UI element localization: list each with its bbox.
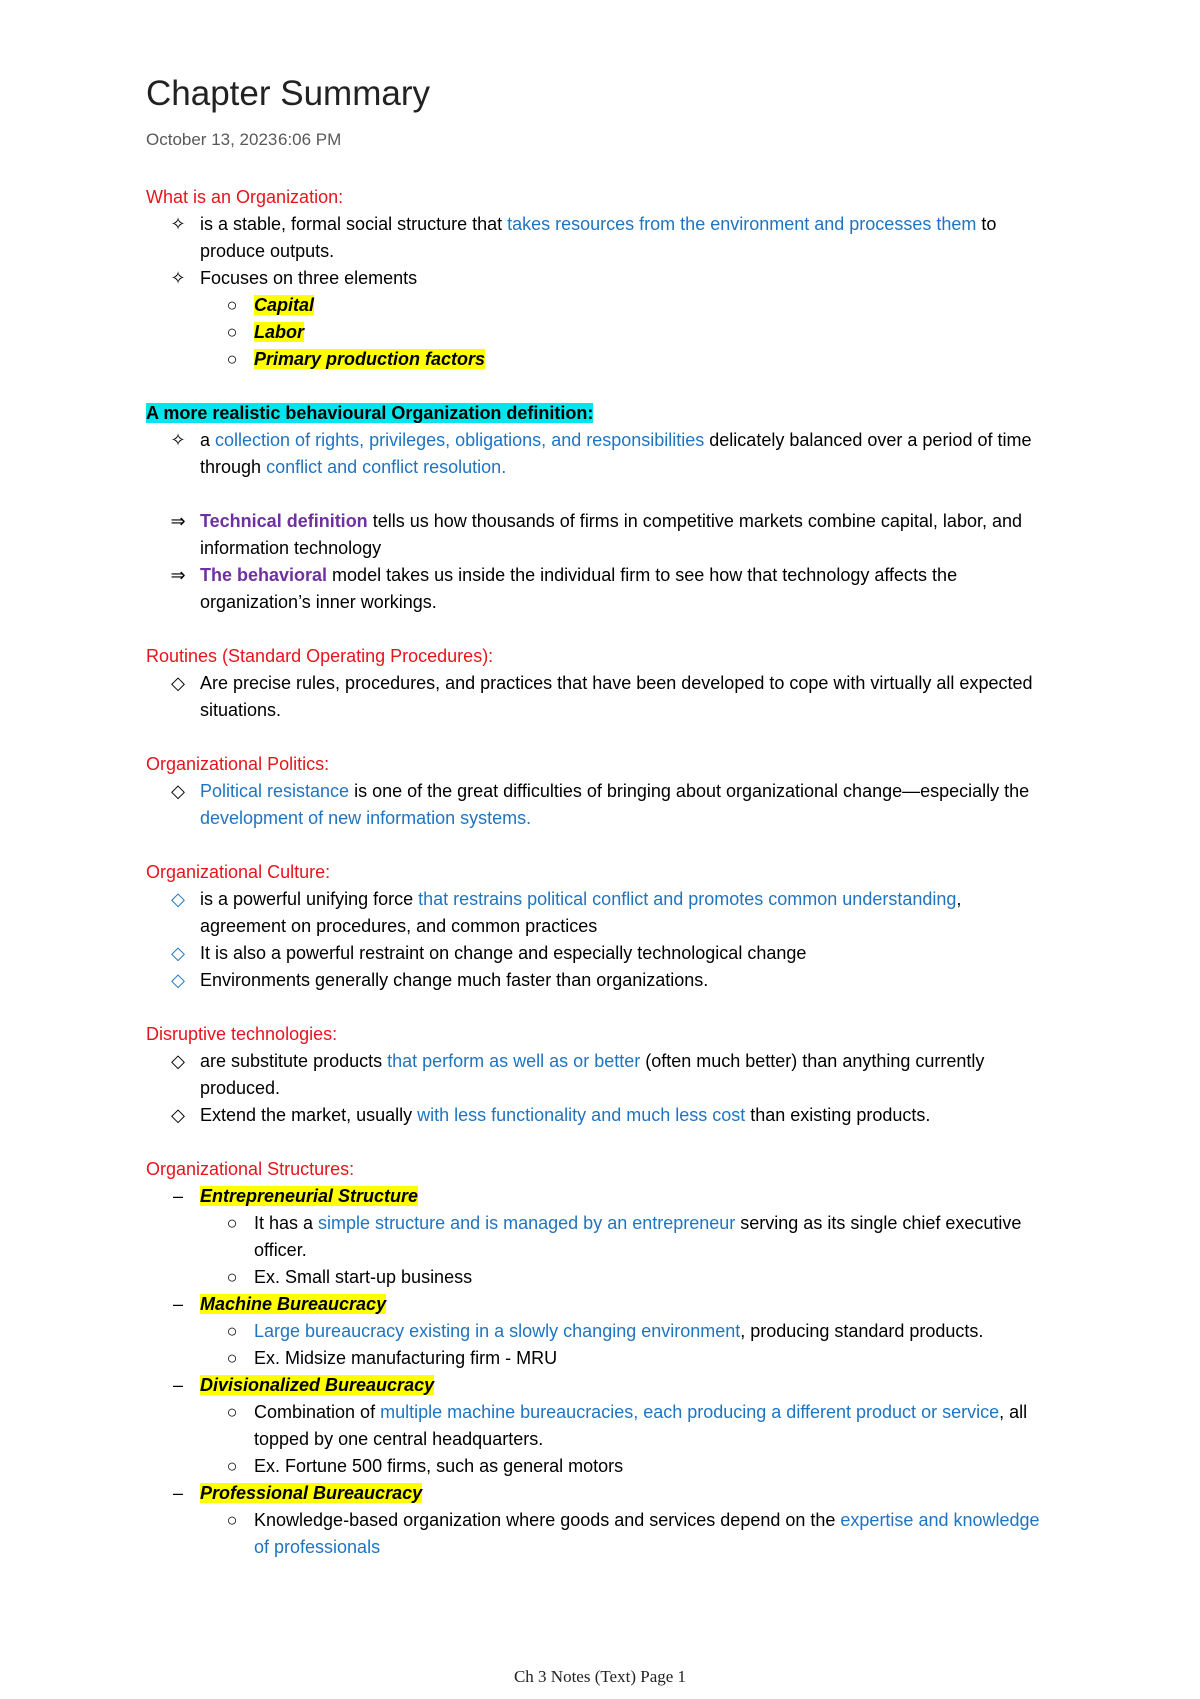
list-item [146, 265, 1046, 292]
highlighted-term: Primary production factors [254, 349, 486, 369]
circle-bullet-icon: ○ [226, 1348, 238, 1368]
circle-bullet-icon: ○ [226, 1321, 238, 1341]
emphasis-text: Large bureaucracy existing in a slowly changing environment [254, 1321, 741, 1341]
text: , agreement on procedures, and common practices [200, 889, 962, 936]
list-item [146, 319, 1046, 346]
text: a [200, 430, 216, 450]
diamond-bullet-icon: ◇ [171, 889, 185, 909]
highlighted-term: Labor [254, 322, 305, 342]
section-heading-structures: Organizational Structures: [146, 1159, 355, 1179]
list-item [146, 940, 1046, 967]
text: Focuses on three elements [200, 268, 418, 288]
emphasis-text: takes resources from the environment and processes them [507, 214, 977, 234]
text: delicately balanced over a period of time through [200, 430, 1032, 477]
list-item [146, 346, 1046, 373]
text: Combination of [254, 1402, 381, 1422]
emphasis-text: conflict and conflict resolution. [266, 457, 507, 477]
list-item [146, 1264, 1046, 1291]
text: are substitute products [200, 1051, 388, 1071]
note-date: October 13, 2023 [146, 130, 278, 149]
dash-bullet-icon: – [172, 1375, 183, 1395]
text: model takes us inside the individual firm to see how that technology affects the organization’s inner workings. [200, 565, 958, 612]
page-title: Chapter Summary [146, 74, 430, 113]
section-heading-behavioural: A more realistic behavioural Organization definition: [146, 403, 594, 423]
list-item [146, 778, 1046, 832]
emphasis-text: collection of rights, privileges, obligations, and responsibilities [215, 430, 705, 450]
circle-bullet-icon: ○ [226, 322, 238, 342]
text: Ex. Midsize manufacturing firm - MRU [254, 1348, 558, 1368]
emphasis-text: that perform as well as or better [387, 1051, 641, 1071]
highlighted-term: Professional Bureaucracy [200, 1483, 423, 1503]
text: It is also a powerful restraint on change and especially technological change [200, 943, 807, 963]
dash-bullet-icon: – [172, 1186, 183, 1206]
note-time: 6:06 PM [278, 130, 342, 149]
section-heading-politics: Organizational Politics: [146, 754, 330, 774]
list-item [146, 1048, 1046, 1102]
section-heading-routines: Routines (Standard Operating Procedures): [146, 646, 494, 666]
list-item [146, 1507, 1046, 1561]
text: (often much better) than anything currently produced. [200, 1051, 985, 1098]
text: Are precise rules, procedures, and practices that have been developed to cope with virtually all expected situations. [200, 673, 1033, 720]
text: serving as its single chief executive officer. [254, 1213, 1022, 1260]
list-item [146, 508, 1046, 562]
note-body [146, 184, 1046, 1561]
text: to produce outputs. [200, 214, 997, 261]
dash-bullet-icon: – [172, 1294, 183, 1314]
emphasis-text: development of new information systems. [200, 808, 532, 828]
circle-bullet-icon: ○ [226, 1213, 238, 1233]
circle-bullet-icon: ○ [226, 1267, 238, 1287]
list-item [146, 1183, 1046, 1210]
four-point-star-bullet-icon: ✧ [170, 430, 186, 450]
emphasis-text: Political resistance [200, 781, 350, 801]
highlighted-term: Machine Bureaucracy [200, 1294, 387, 1314]
text: is a stable, formal social structure that [200, 214, 508, 234]
text: It has a [254, 1213, 319, 1233]
page-footer: Ch 3 Notes (Text) Page 1 [513, 1667, 687, 1686]
emphasis-text: with less functionality and much less cost [417, 1105, 746, 1125]
list-item [146, 427, 1046, 481]
highlighted-term: Entrepreneurial Structure [200, 1186, 419, 1206]
diamond-bullet-icon: ◇ [171, 781, 185, 801]
list-item [146, 1480, 1046, 1507]
circle-bullet-icon: ○ [226, 349, 238, 369]
emphasis-text: simple structure and is managed by an entrepreneur [318, 1213, 736, 1233]
diamond-bullet-icon: ◇ [171, 1051, 185, 1071]
text: Extend the market, usually [200, 1105, 418, 1125]
four-point-star-bullet-icon: ✧ [170, 268, 186, 288]
diamond-bullet-icon: ◇ [171, 943, 185, 963]
highlighted-term: Divisionalized Bureaucracy [200, 1375, 435, 1395]
list-item [146, 1210, 1046, 1264]
list-item [146, 211, 1046, 265]
text: Knowledge-based organization where goods and services depend on the [254, 1510, 841, 1530]
list-item [146, 670, 1046, 724]
text: Ex. Fortune 500 firms, such as general motors [254, 1456, 624, 1476]
list-item [146, 1399, 1046, 1453]
list-item [146, 1453, 1046, 1480]
emphasis-text: expertise and knowledge of professionals [254, 1510, 1040, 1557]
circle-bullet-icon: ○ [226, 1402, 238, 1422]
emphasis-text: multiple machine bureaucracies, each producing a different product or service [380, 1402, 1000, 1422]
list-item [146, 967, 1046, 994]
emphasis-text: The behavioral [200, 565, 328, 585]
double-arrow-bullet-icon: ⇒ [170, 511, 186, 531]
text: Ex. Small start-up business [254, 1267, 473, 1287]
list-item [146, 292, 1046, 319]
section-heading-disruptive: Disruptive technologies: [146, 1024, 338, 1044]
text: tells us how thousands of firms in competitive markets combine capital, labor, and information technology [200, 511, 1022, 558]
circle-bullet-icon: ○ [226, 1456, 238, 1476]
diamond-bullet-icon: ◇ [171, 1105, 185, 1125]
diamond-bullet-icon: ◇ [171, 673, 185, 693]
circle-bullet-icon: ○ [226, 295, 238, 315]
four-point-star-bullet-icon: ✧ [170, 214, 186, 234]
section-heading-organization: What is an Organization: [146, 187, 344, 207]
highlighted-term: Capital [254, 295, 315, 315]
text: , all topped by one central headquarters. [254, 1402, 1028, 1449]
list-item [146, 1345, 1046, 1372]
list-item [146, 562, 1046, 616]
list-item [146, 886, 1046, 940]
text: is a powerful unifying force [200, 889, 419, 909]
dash-bullet-icon: – [172, 1483, 183, 1503]
circle-bullet-icon: ○ [226, 1510, 238, 1530]
section-heading-culture: Organizational Culture: [146, 862, 331, 882]
text: , producing standard products. [740, 1321, 984, 1341]
list-item [146, 1372, 1046, 1399]
emphasis-text: Technical definition [200, 511, 368, 531]
text: Environments generally change much faster than organizations. [200, 970, 709, 990]
diamond-bullet-icon: ◇ [171, 970, 185, 990]
list-item [146, 1102, 1046, 1129]
text: is one of the great difficulties of bringing about organizational change—especially the [349, 781, 1030, 801]
text: than existing products. [745, 1105, 931, 1125]
list-item [146, 1291, 1046, 1318]
emphasis-text: that restrains political conflict and promotes common understanding [418, 889, 957, 909]
list-item [146, 1318, 1046, 1345]
double-arrow-bullet-icon: ⇒ [170, 565, 186, 585]
